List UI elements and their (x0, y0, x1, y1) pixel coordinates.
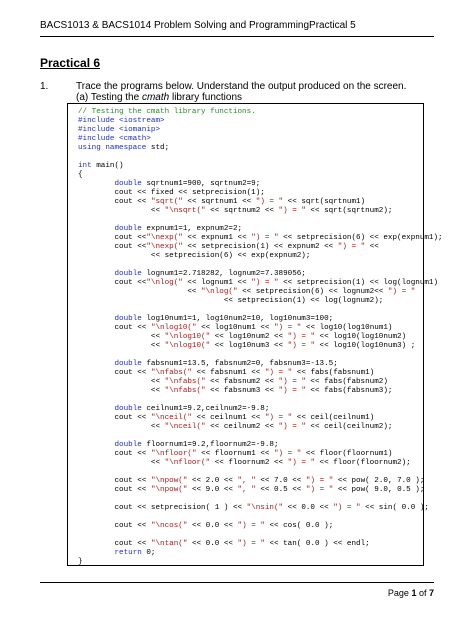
question-number: 1. (40, 81, 49, 92)
code-token: << 7.0 << (255, 477, 306, 485)
code-token: << pow( 9.0, 0.5 ); (333, 486, 425, 494)
code-token: ") = " (264, 369, 293, 377)
code-token: log10num1=1, log10num2=10, log10num3=100; (141, 315, 334, 323)
code-token: "\nlog10(" (164, 342, 211, 350)
code-line (78, 405, 269, 413)
code-token: cout << (114, 450, 151, 458)
code-token: ") = " (278, 207, 306, 215)
code-token: << sqrtnum2 << (205, 207, 279, 215)
footer-page-number: 1 (411, 588, 417, 598)
code-listing-box (67, 103, 443, 566)
code-token: ") = " (337, 243, 366, 251)
code-token: << fabs(fabsnum3); (305, 387, 393, 395)
code-token: << setprecision(1) << expnum2 << (182, 243, 338, 251)
code-token: "\nlog(" (146, 279, 183, 287)
code-token: << 0.0 << (187, 522, 238, 530)
footer-page-total: 7 (428, 588, 434, 598)
footer-divider (40, 582, 434, 583)
code-token: ") = " (278, 378, 306, 386)
code-line (78, 423, 392, 431)
code-token: double (114, 180, 142, 188)
code-token: "\nsqrt(" (164, 207, 206, 215)
code-token: } (78, 558, 83, 566)
code-token: "\nfabs(" (164, 387, 206, 395)
code-token: #include <iostream> (78, 117, 165, 125)
code-token: int (78, 162, 92, 170)
code-line (78, 144, 169, 152)
code-line (78, 387, 392, 395)
code-line (78, 360, 338, 368)
code-line (78, 243, 379, 251)
code-token: cout << (114, 522, 151, 530)
code-token: ") = " (274, 450, 302, 458)
code-token: << fabsnum1 << (191, 369, 265, 377)
code-token: #include <cmath> (78, 135, 151, 143)
code-line (78, 549, 155, 557)
code-token: << fabs(fabsnum1) (292, 369, 375, 377)
code-token: "\nceil(" (164, 423, 206, 431)
code-token: expnum1=1, expnum2=2; (141, 225, 243, 233)
code-line (78, 135, 151, 143)
practical-heading: Practical 6 (40, 56, 101, 70)
code-token: "\npow(" (150, 486, 188, 494)
code-token: ") = " (333, 504, 361, 512)
code-token: "\ncos(" (150, 522, 188, 530)
code-line (78, 315, 333, 323)
code-token: << fabs(fabsnum2) (305, 378, 388, 386)
code-token: "\npow(" (150, 477, 188, 485)
code-token: << log10(log10num3) ; (315, 342, 416, 350)
code-token: << fabsnum3 << (205, 387, 279, 395)
code-token: << setprecision(6) << lognum2<< (237, 288, 388, 296)
code-token: << (150, 459, 165, 467)
code-token: cout << (114, 477, 151, 485)
code-token: ") = " (255, 198, 284, 206)
code-token: #include <iomanip> (78, 126, 161, 134)
code-token: << (150, 333, 165, 341)
code-line (78, 126, 160, 134)
code-token: << sqrt(sqrtnum2); (305, 207, 393, 215)
code-line (78, 540, 370, 548)
code-line (78, 486, 424, 494)
code-token: << log10num1 << (196, 324, 274, 332)
code-token: ") = " (387, 288, 416, 296)
code-token: "\nfabs(" (164, 378, 206, 386)
code-line (78, 162, 124, 170)
code-token: cout << (114, 243, 147, 251)
code-token: "\nexp(" (146, 234, 183, 242)
footer-of: of (416, 588, 429, 598)
code-token: << log10num3 << (210, 342, 288, 350)
code-token: << log10(log10num2) (315, 333, 407, 341)
code-token: << (150, 423, 165, 431)
code-line (78, 189, 265, 197)
code-token: cout << fixed << setprecision(1); (114, 189, 265, 197)
code-line (78, 207, 392, 215)
code-token: "\nfloor(" (150, 450, 197, 458)
code-line (78, 441, 279, 449)
code-token: ", " (237, 486, 256, 494)
code-token: << (150, 342, 165, 350)
code-token: cout << (114, 279, 147, 287)
code-token: << floor(floornum1) (301, 450, 393, 458)
code-token: "\ntan(" (150, 540, 188, 548)
code-token: "\nlog10(" (150, 324, 197, 332)
code-token: double (114, 441, 142, 449)
code-token: ") = " (274, 324, 302, 332)
code-token: double (114, 405, 142, 413)
code-token: << (365, 243, 379, 251)
subpart-library-name: cmath (141, 92, 170, 103)
code-token: return (114, 549, 142, 557)
code-token: cout << (114, 324, 151, 332)
code-token: lognum1=2.718282, lognum2=7.389056; (141, 270, 306, 278)
code-token: ceilnum1=9.2,ceilnum2=-9.8; (141, 405, 270, 413)
code-token: ") = " (264, 414, 293, 422)
code-token: floornum1=9.2,floornum2=-9.8; (141, 441, 279, 449)
code-token: << ceilnum1 << (191, 414, 265, 422)
subpart-prefix: (a) Testing the (76, 92, 142, 103)
code-line (78, 180, 260, 188)
code-token: ") = " (287, 342, 315, 350)
code-token: "\nlog(" (201, 288, 238, 296)
code-token: << 0.0 << (187, 540, 238, 548)
code-token: << setprecision(6) << exp(expnum1); (278, 234, 443, 242)
code-token: << sin( 0.0 ); (360, 504, 429, 512)
code-token: ") = " (305, 486, 334, 494)
code-token: << setprecision(1) << log(lognum1) (278, 279, 439, 287)
code-token: double (114, 315, 142, 323)
code-token: cout << (114, 234, 147, 242)
code-token: main() (91, 162, 124, 170)
code-token: ") = " (287, 459, 315, 467)
code-token: sqrtnum1=900, sqrtnum2=9; (141, 180, 261, 188)
code-line (78, 270, 306, 278)
code-token: << fabsnum2 << (205, 378, 279, 386)
code-line (78, 459, 411, 467)
code-listing (78, 108, 443, 567)
code-token: << 0.5 << (255, 486, 306, 494)
code-token: << setprecision(1) << log(lognum2); (223, 297, 384, 305)
code-token: ") = " (237, 522, 265, 530)
code-token: << sqrt(sqrtnum1) (283, 198, 366, 206)
code-token: using namespace (78, 144, 147, 152)
code-token: << cos( 0.0 ); (264, 522, 334, 530)
code-token: std; (146, 144, 170, 152)
code-token: cout << (114, 369, 151, 377)
code-token: << setprecision(6) << exp(expnum2); (150, 252, 311, 260)
code-token: ") = " (251, 234, 279, 242)
code-token: double (114, 225, 142, 233)
code-token: // Testing the cmath library functions. (78, 108, 256, 116)
code-line (78, 225, 242, 233)
code-token: "\nfloor(" (164, 459, 211, 467)
code-token: cout << (114, 486, 151, 494)
footer-page-label: Page (387, 588, 412, 598)
code-token: << expnum1 << (182, 234, 252, 242)
code-token: ") = " (287, 333, 315, 341)
page-footer (388, 588, 434, 598)
code-token: << lognum1 << (182, 279, 252, 287)
code-line (78, 522, 333, 530)
code-token: ") = " (251, 279, 279, 287)
code-token: cout << (114, 198, 151, 206)
code-token: << floor(floornum2); (315, 459, 411, 467)
code-token: "sqrt(" (150, 198, 183, 206)
code-token: ") = " (278, 387, 306, 395)
code-token: << ceil(ceilnum2); (305, 423, 393, 431)
code-line (78, 324, 392, 332)
code-line (78, 333, 406, 341)
code-token: "\nexp(" (146, 243, 183, 251)
question-text: Trace the programs below. Understand the output produced on the screen. (76, 81, 407, 92)
code-token: << 2.0 << (187, 477, 238, 485)
code-token: ") = " (237, 540, 265, 548)
code-token: << log10(log10num1) (301, 324, 393, 332)
code-token: "\nlog10(" (164, 333, 211, 341)
page-header: BACS1013 & BACS1014 Problem Solving and ProgrammingPractical 5 (40, 20, 356, 31)
code-token: << ceil(ceilnum1) (292, 414, 375, 422)
code-token: ", " (237, 477, 256, 485)
code-line (78, 477, 424, 485)
code-token: ") = " (305, 477, 334, 485)
code-token: cout << (114, 540, 151, 548)
code-line (78, 234, 443, 242)
code-line (78, 279, 438, 287)
code-token: << log10num2 << (210, 333, 288, 341)
code-token: << 0.0 << (283, 504, 334, 512)
code-token: << ceilnum2 << (205, 423, 279, 431)
code-token: { (78, 171, 83, 179)
code-token: double (114, 360, 142, 368)
code-token: << pow( 2.0, 7.0 ); (333, 477, 425, 485)
code-token: << (150, 387, 165, 395)
code-token: cout << (114, 414, 151, 422)
subpart-suffix: library functions (169, 92, 243, 103)
code-line (78, 117, 165, 125)
code-line (78, 342, 415, 350)
code-token: double (114, 270, 142, 278)
code-line (78, 558, 83, 566)
code-token: "\nceil(" (150, 414, 192, 422)
code-token: ") = " (278, 423, 306, 431)
code-token: << (150, 207, 165, 215)
code-token: << sqrtnum1 << (182, 198, 256, 206)
code-line (78, 378, 388, 386)
header-divider (40, 36, 434, 37)
code-line (78, 171, 83, 179)
code-line (78, 108, 256, 116)
code-token: << floornum2 << (210, 459, 288, 467)
code-line (78, 198, 365, 206)
code-token: << floornum1 << (196, 450, 274, 458)
code-token: << 9.0 << (187, 486, 238, 494)
code-token: fabsnum1=13.5, fabsnum2=0, fabsnum3=-13.5; (141, 360, 338, 368)
code-token: << (150, 378, 165, 386)
code-line (78, 252, 310, 260)
code-token: "\nsin(" (246, 504, 284, 512)
code-token: cout << setprecision( 1 ) << (114, 504, 247, 512)
code-token: "\nfabs(" (150, 369, 192, 377)
code-line (78, 288, 415, 296)
code-line (78, 369, 374, 377)
code-line (78, 414, 374, 422)
code-line (78, 297, 383, 305)
code-token: << tan( 0.0 ) << endl; (264, 540, 370, 548)
code-line (78, 450, 392, 458)
code-token: 0; (141, 549, 156, 557)
code-token: << (187, 288, 202, 296)
code-line (78, 504, 429, 512)
